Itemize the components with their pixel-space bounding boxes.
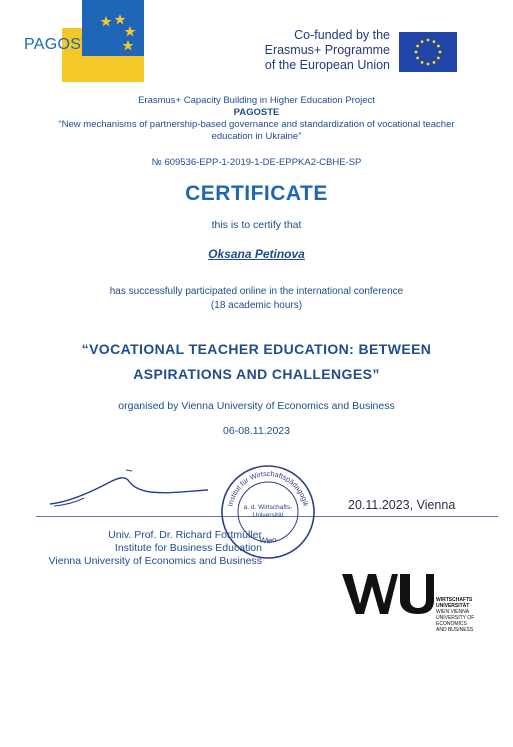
conference-title-line2: ASPIRATIONS AND CHALLENGES” bbox=[133, 366, 380, 382]
pagoste-logo bbox=[20, 0, 145, 84]
project-title-line1: “New mechanisms of partnership-based governance and standardization of vocational teacher bbox=[58, 119, 455, 130]
eu-star-icon bbox=[421, 61, 424, 64]
eu-star-icon bbox=[427, 63, 430, 66]
eu-star-icon bbox=[437, 57, 440, 60]
eu-star-icon bbox=[437, 45, 440, 48]
eu-star-icon bbox=[433, 61, 436, 64]
recipient-name bbox=[0, 247, 513, 261]
conference-title-line1: “VOCATIONAL TEACHER EDUCATION: BETWEEN bbox=[81, 341, 432, 357]
svg-text:Institut für Wirtschaftspädago bbox=[225, 469, 310, 508]
cofunded-text bbox=[262, 28, 390, 73]
project-acronym: PAGOSTE bbox=[233, 107, 280, 118]
cofunded-line: Erasmus+ Programme bbox=[264, 43, 390, 57]
project-number: № 609536-EPP-1-2019-1-DE-EPPKA2-CBHE-SP bbox=[151, 157, 362, 168]
certify-text: this is to certify that bbox=[211, 219, 302, 231]
wu-text-line: WIRTSCHAFTS bbox=[436, 597, 473, 603]
eu-star-icon bbox=[421, 40, 424, 43]
recipient-name-text: Oksana Petinova bbox=[208, 247, 305, 261]
eu-star-icon bbox=[415, 51, 418, 54]
cofunded-line: Co-funded by the bbox=[294, 28, 390, 42]
signer-name: Univ. Prof. Dr. Richard Fortmüller bbox=[108, 529, 262, 541]
stamp-bottom-text: Wien bbox=[258, 535, 278, 546]
wu-logo-text bbox=[436, 597, 474, 633]
project-title-line2: education in Ukraine” bbox=[211, 131, 302, 142]
eu-star-icon bbox=[433, 40, 436, 43]
logo-text: PAGOSTE bbox=[24, 36, 103, 53]
eu-star-icon bbox=[416, 57, 419, 60]
participation-line2: (18 academic hours) bbox=[210, 300, 303, 311]
participation-text bbox=[0, 285, 513, 313]
wu-text-line: UNIVERSITY OF bbox=[436, 615, 475, 621]
signer-institute: Institute for Business Education bbox=[114, 542, 262, 554]
wu-text-line: AND BUSINESS bbox=[436, 627, 474, 633]
eu-star-icon bbox=[416, 45, 419, 48]
signer-university: Vienna University of Economics and Business bbox=[48, 555, 262, 567]
certificate-heading: CERTIFICATE bbox=[185, 182, 328, 205]
stamp-outer-text: Institut für Wirtschaftspädagogik bbox=[225, 468, 311, 508]
eu-star-icon bbox=[439, 51, 442, 54]
cofunded-line: of the European Union bbox=[264, 58, 390, 72]
signature-date: 20.11.2023, Vienna bbox=[348, 498, 456, 512]
conference-title bbox=[0, 337, 513, 387]
handwritten-signature bbox=[40, 462, 220, 512]
svg-text:Wien bbox=[259, 535, 278, 545]
institute-stamp bbox=[218, 462, 318, 562]
stamp-inner-line1: a. d. Wirtschafts- bbox=[243, 504, 293, 511]
eu-flag-icon bbox=[399, 32, 457, 72]
wu-logo-mark bbox=[342, 572, 442, 616]
stamp-inner-line2: Universität bbox=[252, 512, 284, 519]
project-type: Erasmus+ Capacity Building in Higher Education Project bbox=[138, 95, 375, 106]
wu-text-line: UNIVERSITÄT bbox=[436, 603, 470, 609]
eu-star-icon bbox=[427, 39, 430, 42]
participation-line1: has successfully participated online in the international conference bbox=[109, 286, 404, 297]
organiser-text: organised by Vienna University of Economics and Business bbox=[118, 400, 395, 412]
conference-dates: 06-08.11.2023 bbox=[223, 425, 290, 437]
wu-text-line: ECONOMICS bbox=[436, 621, 467, 627]
wu-text-line: WIEN VIENNA bbox=[436, 609, 470, 615]
